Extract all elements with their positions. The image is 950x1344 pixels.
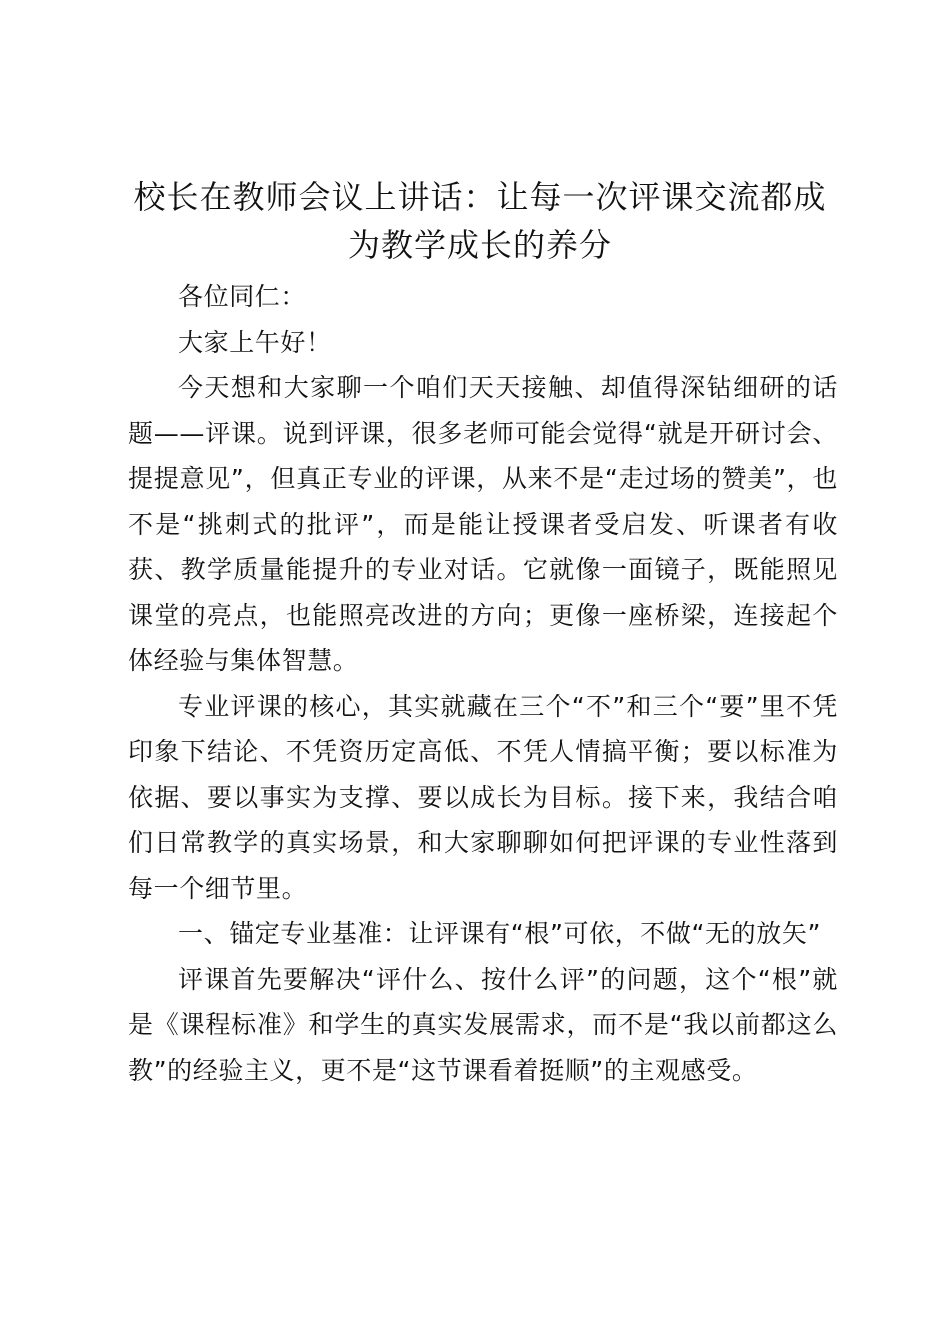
document-title: 校长在教师会议上讲话：让每一次评课交流都成为教学成长的养分	[133, 178, 827, 264]
body-paragraph: 专业评课的核心，其实就藏在三个“不”和三个“要”里不凭印象下结论、不凭资历定高低、不凭人情搞平衡；要以标准为依据、要以事实为支撑、要以成长为目标。接下来，我结合咱们日常教学的真实场景，和大家聊聊如何把评课的专业性落到每一个细节里。	[128, 691, 838, 903]
body-paragraph: 今天想和大家聊一个咱们天天接触、却值得深钻细研的话题——评课。说到评课，很多老师可能会觉得“就是开研讨会、提提意见”，但真正专业的评课，从来不是“走过场的赞美”，也不是“挑刺式的批评”，而是能让授课者受启发、听课者有收获、教学质量能提升的专业对话。它就像一面镜子，既能照见课堂的亮点，也能照亮改进的方向；更像一座桥梁，连接起个体经验与集体智慧。	[128, 373, 838, 675]
salutation: 各位同仁：	[178, 282, 307, 311]
document-body	[128, 274, 838, 1093]
section-heading: 一、锚定专业基准：让评课有“根”可依，不做“无的放矢”	[178, 919, 822, 948]
greeting: 大家上午好！	[178, 327, 332, 357]
body-paragraph: 评课首先要解决“评什么、按什么评”的问题，这个“根”就是《课程标准》和学生的真实发展需求，而不是“我以前都这么教”的经验主义，更不是“这节课看着挺顺”的主观感受。	[128, 964, 838, 1085]
